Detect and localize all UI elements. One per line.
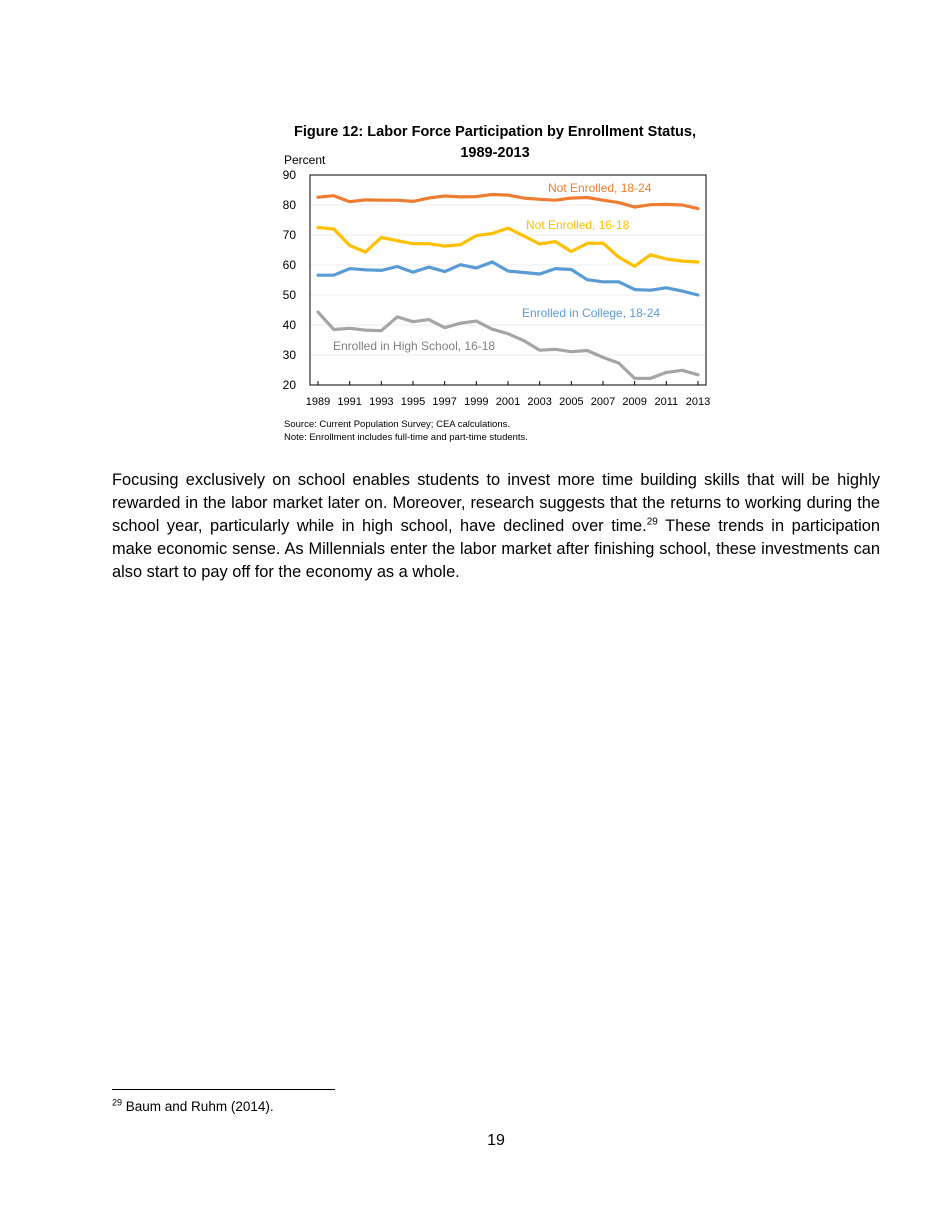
y-axis-label: Percent [284, 153, 326, 167]
series-annotation: Enrolled in High School, 16-18 [333, 339, 496, 353]
body-paragraph [112, 469, 880, 584]
x-tick-label: 1999 [464, 396, 489, 408]
x-tick-label: 2011 [654, 396, 679, 408]
y-tick-label: 50 [282, 288, 296, 302]
source-line: Source: Current Population Survey; CEA calculations. [284, 419, 511, 430]
series-line [318, 262, 698, 295]
x-tick-label: 2001 [495, 396, 521, 408]
footnote-text: Baum and Ruhm (2014). [122, 1099, 274, 1114]
x-tick-label: 1989 [305, 396, 331, 408]
series-annotation: Not Enrolled, 16-18 [526, 218, 630, 232]
x-tick-label: 1993 [369, 396, 394, 408]
y-tick-label: 30 [282, 348, 296, 362]
y-tick-label: 20 [282, 378, 296, 392]
y-tick-label: 80 [282, 198, 296, 212]
series-line [318, 228, 698, 267]
line-chart [270, 150, 720, 420]
paragraph-text-end: These trends in participation make economic sense. As Millennials enter the labor market after finishing school, these investments can also start to pay off for the economy as a whole. [112, 517, 880, 581]
y-tick-label: 60 [282, 258, 296, 272]
series-annotation: Enrolled in College, 18-24 [522, 306, 661, 320]
page-number: 19 [487, 1132, 505, 1149]
series-annotations [333, 181, 660, 353]
x-tick-label: 2009 [622, 396, 647, 408]
footnote-reference[interactable]: 29 [646, 516, 658, 528]
paragraph-text-start: Focusing exclusively on school enables students to invest more time building skills that will be highly rewarded in the labor market later on. Moreover, research suggests that the returns to working during the school year, particularly while in high school, have declined over time. [112, 471, 880, 535]
series-line [318, 195, 698, 209]
x-tick-label: 2005 [559, 396, 584, 408]
footnote-number: 29 [112, 1097, 123, 1108]
series-annotation: Not Enrolled, 18-24 [548, 181, 652, 195]
footnote [112, 1098, 274, 1116]
x-tick-label: 2003 [527, 396, 552, 408]
x-tick-label: 1995 [400, 396, 426, 408]
note-line: Note: Enrollment includes full-time and part-time students. [284, 432, 528, 443]
x-tick-label: 2007 [590, 396, 616, 408]
y-tick-label: 70 [282, 228, 296, 242]
figure-title-line-1: Figure 12: Labor Force Participation by Enrollment Status, [293, 124, 697, 140]
x-tick-label: 2013 [685, 396, 711, 408]
footnote-divider [112, 1089, 335, 1090]
figure-title-line-2: 1989-2013 [460, 145, 530, 161]
x-tick-label: 1991 [337, 396, 362, 408]
y-tick-label: 90 [282, 168, 296, 182]
x-tick-label: 1997 [432, 396, 457, 408]
y-tick-label: 40 [282, 318, 296, 332]
figure-source-note [284, 418, 528, 444]
